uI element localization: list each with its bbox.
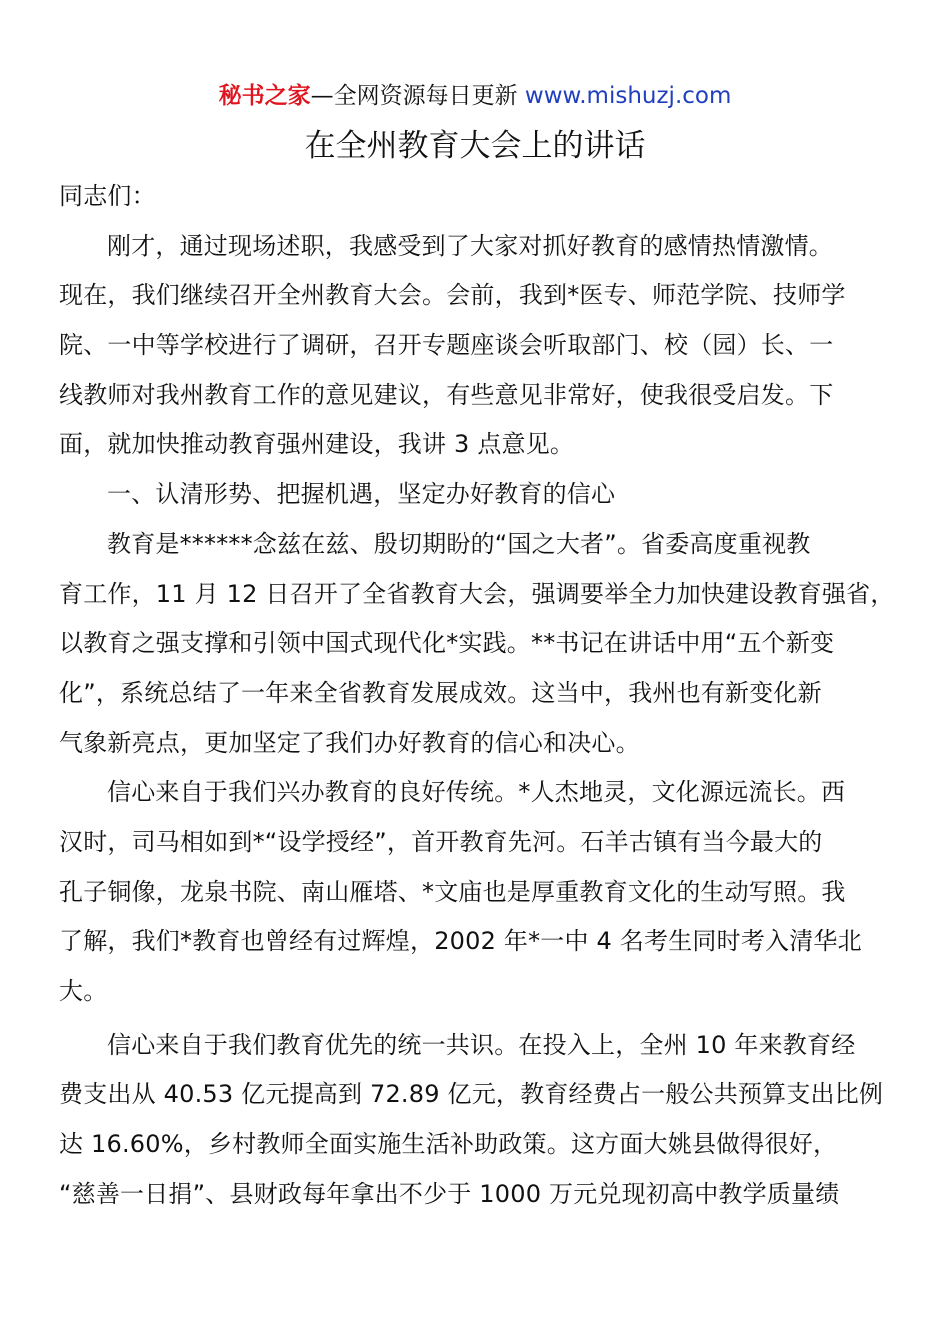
- paragraph-line: “慈善一日捐”、县财政每年拿出不少于 1000 万元兑现初高中教学质量绩: [59, 1179, 840, 1208]
- paragraph-line: 达 16.60%，乡村教师全面实施生活补助政策。这方面大姚县做得很好，: [59, 1130, 838, 1159]
- section-heading: 一、认清形势、把握机遇，坚定办好教育的信心: [107, 480, 616, 509]
- salutation-line: 同志们：: [59, 182, 156, 210]
- paragraph-line: 汉时，司马相如到*“设学授经”，首开教育先河。石羊古镇有当今最大的: [59, 827, 823, 856]
- paragraph-line: 了解，我们*教育也曾经有过辉煌，2002 年*一中 4 名考生同时考入清华北: [59, 927, 862, 956]
- paragraph-line: 刚才，通过现场述职，我感受到了大家对抓好教育的感情热情激情。: [107, 231, 833, 260]
- site-brand: 秘书之家: [218, 83, 311, 109]
- paragraph-line: 教育是******念兹在兹、殷切期盼的“国之大者”。省委高度重视教: [107, 529, 811, 558]
- paragraph-line: 现在，我们继续召开全州教育大会。会前，我到*医专、师范学院、技师学: [59, 281, 846, 310]
- paragraph-line: 线教师对我州教育工作的意见建议，有些意见非常好，使我很受启发。下: [59, 380, 834, 409]
- site-url-link[interactable]: www.mishuzj.com: [524, 83, 732, 109]
- paragraph-line: 信心来自于我们兴办教育的良好传统。*人杰地灵，文化源远流长。西: [107, 778, 846, 807]
- paragraph-line: 信心来自于我们教育优先的统一共识。在投入上，全州 10 年来教育经: [107, 1030, 856, 1059]
- document-title: 在全州教育大会上的讲话: [304, 128, 646, 164]
- site-tagline: —全网资源每日更新: [310, 83, 525, 109]
- document-body: [59, 172, 897, 1219]
- paragraph-line: 以教育之强支撑和引领中国式现代化*实践。**书记在讲话中用“五个新变: [59, 629, 835, 658]
- paragraph-line: 孔子铜像，龙泉书院、南山雁塔、*文庙也是厚重教育文化的生动写照。我: [59, 877, 846, 906]
- paragraph-line: 育工作，11 月 12 日召开了全省教育大会，强调要举全力加快建设教育强省，: [59, 579, 895, 608]
- paragraph-line: 大。: [59, 977, 108, 1005]
- paragraph-line: 化”，系统总结了一年来全省教育发展成效。这当中，我州也有新变化新: [59, 678, 822, 707]
- paragraph-line: 面，就加快推动教育强州建设，我讲 3 点意见。: [59, 430, 575, 459]
- paragraph-line: 气象新亮点，更加坚定了我们办好教育的信心和决心。: [59, 728, 640, 757]
- paragraph-line: 院、一中等学校进行了调研，召开专题座谈会听取部门、校（园）长、一: [59, 331, 834, 360]
- site-header: [0, 80, 950, 112]
- paragraph-line: 费支出从 40.53 亿元提高到 72.89 亿元，教育经费占一般公共预算支出比例: [59, 1080, 884, 1109]
